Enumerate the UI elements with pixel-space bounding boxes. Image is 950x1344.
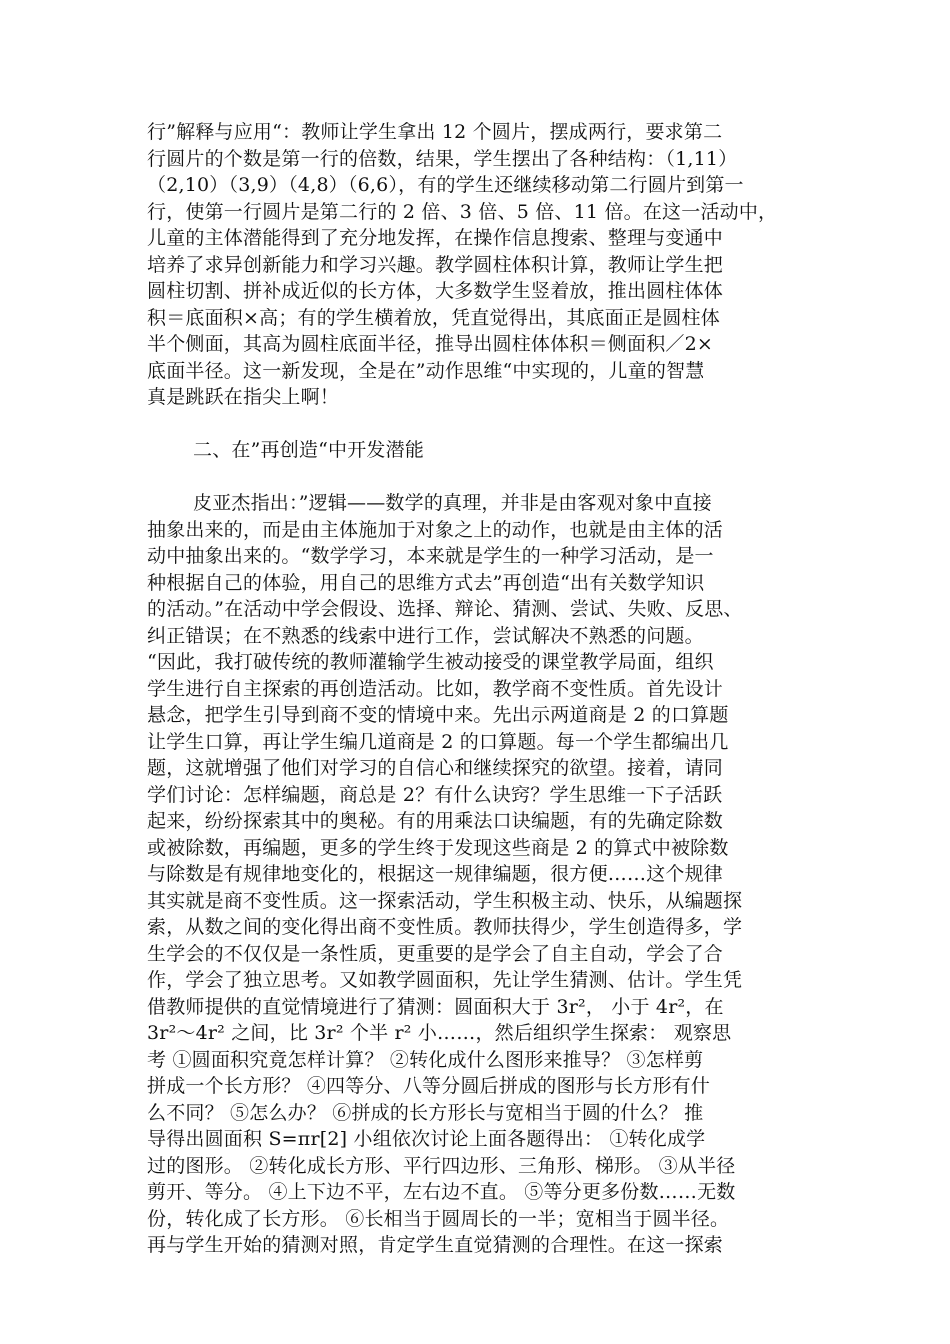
section-heading: 二、在”再创造“中开发潜能 — [193, 439, 425, 461]
text-line: 借教师提供的直觉情境进行了猜测：圆面积大于 3r²， 小于 4r²，在 — [147, 995, 724, 1018]
text-line: 或被除数，再编题，更多的学生终于发现这些商是 2 的算式中被除数 — [147, 836, 729, 859]
text-line: 学生进行自主探索的再创造活动。比如，教学商不变性质。首先设计 — [147, 677, 724, 700]
text-line: 索，从数之间的变化得出商不变性质。教师扶得少，学生创造得多，学 — [147, 916, 743, 938]
text-line: 剪开、等分。 ④上下边不平，左右边不直。 ⑤等分更多份数……无数 — [147, 1181, 736, 1203]
document-body — [147, 119, 827, 1259]
text-line: 与除数是有规律地变化的，根据这一规律编题，很方便……这个规律 — [147, 863, 724, 885]
text-line: 底面半径。这一新发现，全是在”动作思维“中实现的，儿童的智慧 — [147, 359, 705, 382]
text-line: 悬念，把学生引导到商不变的情境中来。先出示两道商是 2 的口算题 — [147, 704, 729, 726]
paragraph-2 — [147, 490, 827, 1259]
paragraph-gap — [147, 464, 827, 491]
text-line: 积＝底面积×高；有的学生横着放，凭直觉得出，其底面正是圆柱体 — [147, 306, 720, 329]
text-line: 题，这就增强了他们对学习的自信心和继续探究的欲望。接着，请同 — [147, 757, 724, 779]
text-line: 其实就是商不变性质。这一探索活动，学生积极主动、快乐，从编题探 — [147, 889, 743, 912]
text-line: 的活动。”在活动中学会假设、选择、辩论、猜测、尝试、失败、反思、 — [147, 598, 743, 620]
text-line: 起来，纷纷探索其中的奥秘。有的用乘法口诀编题，有的先确定除数 — [147, 810, 724, 832]
text-line: 真是跳跃在指尖上啊！ — [147, 386, 340, 408]
text-line: 份，转化成了长方形。 ⑥长相当于圆周长的一半；宽相当于圆半径。 — [147, 1207, 730, 1230]
text-line: 动中抽象出来的。“数学学习，本来就是学生的一种学习活动，是一 — [147, 545, 714, 567]
text-line: 行”解释与应用“：教师让学生拿出 12 个圆片，摆成两行，要求第二 — [147, 121, 723, 143]
text-line: 行，使第一行圆片是第二行的 2 倍、3 倍、5 倍、11 倍。在这一活动中， — [147, 200, 778, 223]
text-line: 学们讨论：怎样编题，商总是 2？有什么诀窍？学生思维一下子活跃 — [147, 783, 723, 806]
text-line: 种根据自己的体验，用自己的思维方式去”再创造“出有关数学知识 — [147, 571, 705, 594]
text-line: （2,10）（3,9）（4,8）（6,6），有的学生还继续移动第二行圆片到第一 — [147, 174, 744, 196]
text-line: 圆柱切割、拼补成近似的长方体，大多数学生竖着放，推出圆柱体体 — [147, 280, 724, 302]
text-line: 生学会的不仅仅是一条性质，更重要的是学会了自主自动，学会了合 — [147, 942, 724, 965]
text-line: 半个侧面，其高为圆柱底面半径，推导出圆柱体体积＝侧面积／2× — [147, 333, 714, 355]
paragraph-gap — [147, 411, 827, 438]
text-line: 再与学生开始的猜测对照，肯定学生直觉猜测的合理性。在这一探索 — [147, 1234, 724, 1256]
text-line: 拼成一个长方形？ ④四等分、八等分圆后拼成的图形与长方形有什 — [147, 1075, 711, 1097]
text-line: 培养了求异创新能力和学习兴趣。教学圆柱体积计算，教师让学生把 — [147, 253, 724, 276]
text-line: 让学生口算，再让学生编几道商是 2 的口算题。每一个学生都编出几 — [147, 730, 729, 753]
text-line: 导得出圆面积 S=πr[2] 小组依次讨论上面各题得出： ①转化成学 — [147, 1128, 706, 1150]
text-line: 过的图形。 ②转化成长方形、平行四边形、三角形、梯形。 ③从半径 — [147, 1154, 736, 1177]
text-line: 考 ①圆面积究竟怎样计算？ ②转化成什么图形来推导？ ③怎样剪 — [147, 1048, 704, 1071]
text-line: 儿童的主体潜能得到了充分地发挥，在操作信息搜索、整理与变通中 — [147, 227, 724, 249]
text-line: “因此，我打破传统的教师灌输学生被动接受的课堂教学局面，组织 — [147, 651, 714, 673]
text-line: 3r²～4r² 之间，比 3r² 个半 r² 小……，然后组织学生探索： 观察思 — [147, 1022, 732, 1044]
text-line: 么不同？ ⑤怎么办？ ⑥拼成的长方形长与宽相当于圆的什么？ 推 — [147, 1101, 704, 1124]
text-line: 纠正错误；在不熟悉的线索中进行工作，尝试解决不熟悉的问题。 — [147, 624, 704, 647]
paragraph-1 — [147, 119, 827, 411]
text-line: 行圆片的个数是第一行的倍数，结果，学生摆出了各种结构：（1,11） — [147, 147, 738, 170]
text-line: 作，学会了独立思考。又如教学圆面积，先让学生猜测、估计。学生凭 — [147, 969, 743, 991]
text-line: 抽象出来的，而是由主体施加于对象之上的动作，也就是由主体的活 — [147, 518, 724, 541]
text-line: 皮亚杰指出：”逻辑——数学的真理，并非是由客观对象中直接 — [193, 492, 712, 514]
